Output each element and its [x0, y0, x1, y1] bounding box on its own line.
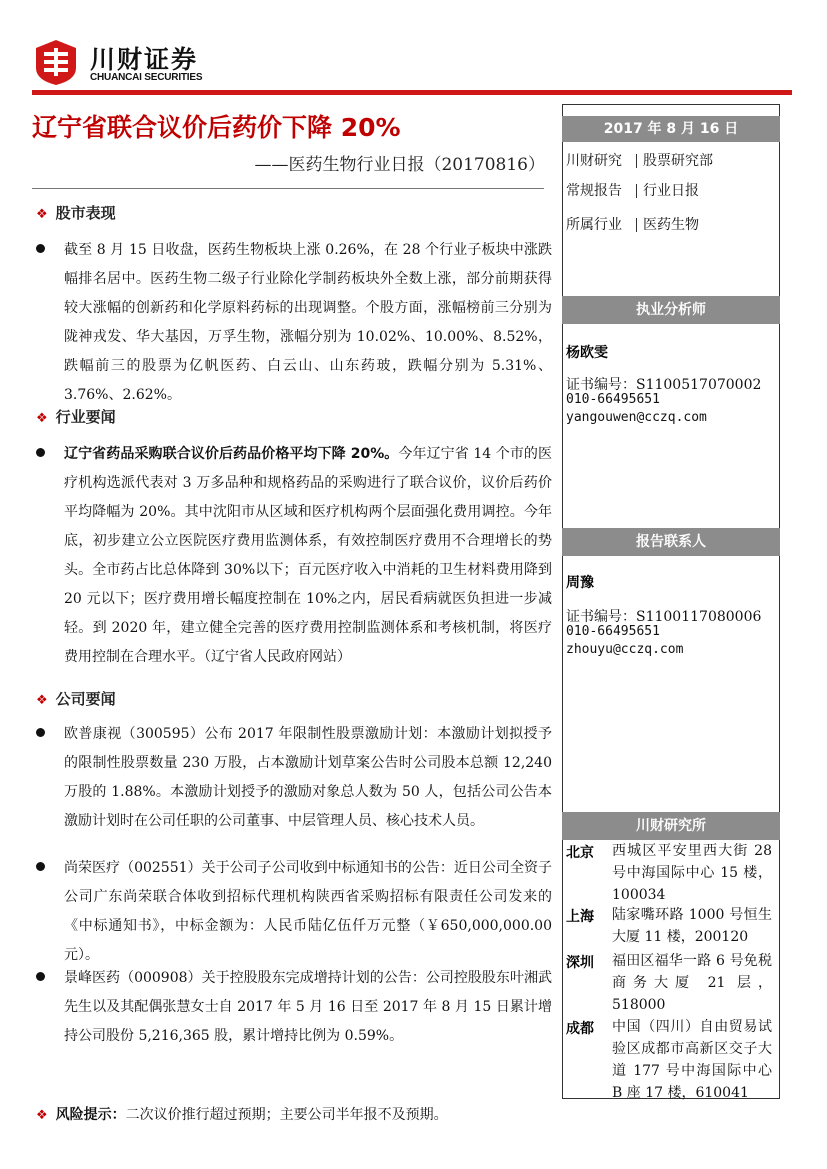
company-news-text: 尚荣医疗（002551）关于公司子公司收到中标通知书的公告：近日公司全资子公司广东尚荣联合体收到招标代理机构陕西省采购招标有限责任公司发来的《中标通知书》，中标金额为：人民币陆亿伍仟万元整（￥650,000,000.00 元）。 [64, 860, 552, 963]
office-address: 福田区福华一路 6 号免税商务大厦 21 层，518000 [612, 953, 772, 1013]
risk-label: 风险提示： [55, 1107, 126, 1123]
market-paragraph [36, 236, 552, 410]
industry-text [64, 440, 552, 672]
analyst-phone: 010-66495651 [566, 392, 660, 407]
company-news-text: 景峰医药（000908）关于控股股东完成增持计划的公告：公司控股股东叶湘武先生以及其配偶张慧女士自 2017 年 5 月 16 日至 2017 年 8 月 15 日累计增持公司股份 5,216,365 股，累计增持比例为 0.59%。 [64, 970, 552, 1044]
brand-name-english: CHUANCAI SECURITIES [90, 72, 203, 83]
industry-lead: 辽宁省药品采购联合议价后药品价格平均下降 20%。 [64, 446, 399, 462]
risk-warning [36, 1104, 448, 1124]
bullet-dot-icon [36, 728, 45, 737]
company-news-item [36, 720, 552, 836]
report-subtitle: ——医药生物行业日报（20170816） [254, 155, 545, 175]
diamond-bullet-icon: ❖ [36, 1108, 48, 1123]
header-rule [32, 90, 792, 95]
company-news-item [36, 964, 552, 1051]
section-heading-market: ❖ 股市表现 [36, 204, 116, 222]
contact-cert: 证书编号：S1100117080006 [566, 609, 762, 625]
industry-body: 今年辽宁省 14 个市的医疗机构选派代表对 3 万多品种和规格药品的采购进行了联合议价，议价后药价平均降幅为 20%。其中沈阳市从区域和医疗机构两个层面强化费用调控。今年底，初步建立公立医院医疗费用监测体系，有效控制医疗费用不合理增长的势头。全市药占比总体降到 30%以下；百元医疗收入中消耗的卫生材料费用降到 20 元以下；医疗费用增长幅度控制在 10%之内，居民看病就医负担进一步减轻。到 2020 年，建立健全完善的医疗费用控制监测体系和考核机制，将医疗费用控制在合理水平。（辽宁省人民政府网站） [64, 446, 552, 665]
section-heading-industry: ❖ 行业要闻 [36, 408, 116, 426]
title-divider [32, 188, 544, 189]
report-date: 2017 年 8 月 16 日 [562, 116, 780, 142]
section-heading-company: ❖ 公司要闻 [36, 690, 116, 708]
office-address: 西城区平安里西大街 28 号中海国际中心 15 楼，100034 [612, 843, 772, 903]
bullet-dot-icon [36, 448, 45, 457]
industry-paragraph [36, 440, 552, 672]
info-row: 川财研究 股票研究部 [566, 153, 713, 169]
office-city-beijing: 北京 [566, 845, 594, 861]
analyst-cert: 证书编号：S1100517070002 [566, 377, 762, 393]
info-row: 常规报告 行业日报 [566, 183, 699, 199]
bullet-dot-icon [36, 862, 45, 871]
company-news-item [36, 854, 552, 970]
company-news-text: 欧普康视（300595）公布 2017 年限制性股票激励计划：本激励计划拟授予的限制性股票数量 230 万股，占本激励计划草案公告时公司股本总额 12,240 万股的 1.88%。本激励计划授予的激励对象总人数为 50 人，包括公司公告本激励计划时在公司任职的公司董事、中层管理人员、核心技术人员。 [64, 726, 552, 829]
info-row: 所属行业 医药生物 [566, 217, 699, 233]
office-address: 中国（四川）自由贸易试验区成都市高新区交子大道 177 号中海国际中心 B 座 17 楼，610041 [612, 1019, 772, 1101]
diamond-bullet-icon: ❖ [36, 207, 48, 222]
analyst-email: yangouwen@cczq.com [566, 410, 707, 425]
analyst-header: 执业分析师 [562, 296, 780, 324]
brand-name: 川财证券 [90, 45, 199, 74]
office-city-shenzhen: 深圳 [566, 955, 594, 971]
office-city-chengdu: 成都 [566, 1021, 594, 1037]
bullet-dot-icon [36, 972, 45, 981]
office-city-shanghai: 上海 [566, 909, 594, 925]
diamond-bullet-icon: ❖ [36, 693, 48, 708]
contact-name: 周豫 [566, 575, 594, 591]
contact-email: zhouyu@cczq.com [566, 642, 684, 657]
contact-phone: 010-66495651 [566, 624, 660, 639]
contact-header: 报告联系人 [562, 528, 780, 556]
office-address: 陆家嘴环路 1000 号恒生大厦 11 楼，200120 [612, 907, 772, 945]
report-title: 辽宁省联合议价后药价下降 20% [32, 113, 401, 142]
bullet-dot-icon [36, 244, 45, 253]
chuancai-logo-icon [32, 38, 80, 86]
risk-text: 二次议价推行超过预期；主要公司半年报不及预期。 [125, 1107, 448, 1123]
diamond-bullet-icon: ❖ [36, 411, 48, 426]
market-text: 截至 8 月 15 日收盘，医药生物板块上涨 0.26%，在 28 个行业子板块中涨跌幅排名居中。医药生物二级子行业除化学制药板块外全数上涨，部分前期获得较大涨幅的创新药和化学原料药标的出现调整。个股方面，涨幅榜前三分别为陇神戎发、华大基因，万孚生物，涨幅分别为 10.02%、10.00%、8.52%，跌幅前三的股票为亿帆医药、白云山、山东药玻，跌幅分别为 5.31%、3.76%、2.62%。 [64, 242, 552, 403]
analyst-name: 杨欧雯 [566, 345, 608, 361]
institute-header: 川财研究所 [562, 812, 780, 840]
